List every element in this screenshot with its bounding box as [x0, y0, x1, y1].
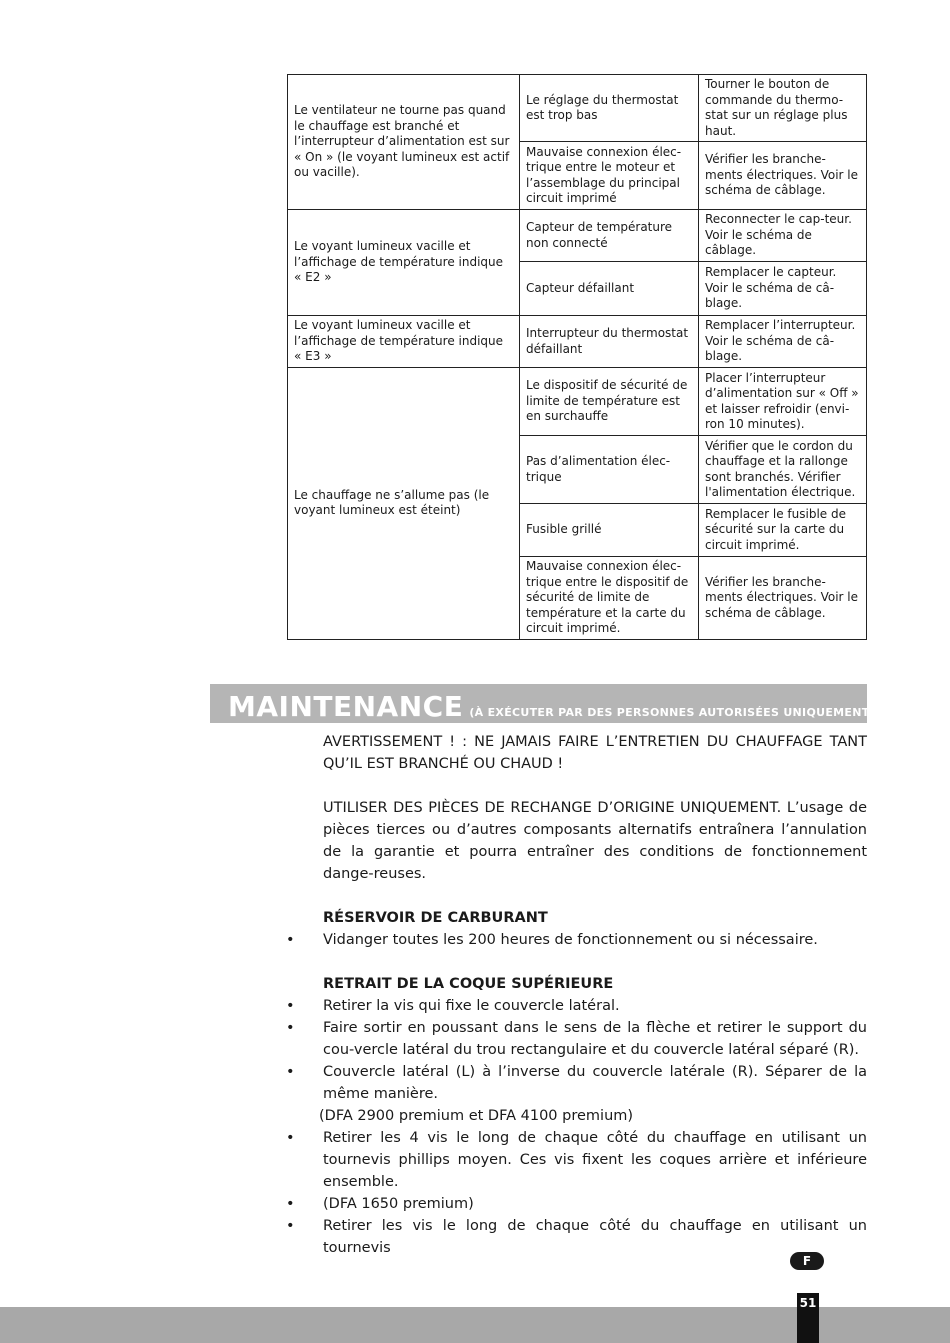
solution-cell: Vérifier que le cordon du chauffage et la rallonge sont branchés. Vérifier l'alimentation électrique. [699, 436, 867, 504]
cause-cell: Mauvaise connexion élec-trique entre le dispositif de sécurité de limite de température et la carte du circuit imprimé. [520, 557, 699, 640]
removal-bullet-text: Retirer la vis qui fixe le couvercle latéral. [323, 998, 620, 1014]
solution-cell: Vérifier les branche-ments électriques. Voir le schéma de câblage. [699, 557, 867, 640]
troubleshooting-table-body [288, 75, 867, 640]
solution-cell: Remplacer l’interrupteur. Voir le schéma de câ-blage. [699, 316, 867, 368]
removal-bullet-item [287, 1215, 867, 1259]
problem-cell: Le chauffage ne s’allume pas (le voyant lumineux est éteint) [288, 368, 520, 640]
removal-bullet-item [287, 1061, 867, 1105]
table-row [288, 210, 867, 262]
cause-cell: Le réglage du thermostat est trop bas [520, 75, 699, 142]
section-title [228, 690, 875, 723]
bullet-icon: • [286, 1218, 295, 1234]
fuel-tank-heading: RÉSERVOIR DE CARBURANT [323, 910, 548, 926]
fuel-tank-bullet-text: Vidanger toutes les 200 heures de fonctionnement ou si nécessaire. [323, 932, 818, 948]
solution-cell: Tourner le bouton de commande du thermo-stat sur un réglage plus haut. [699, 75, 867, 142]
removal-bullet-item [287, 1127, 867, 1193]
cause-cell: Pas d’alimentation élec-trique [520, 436, 699, 504]
removal-bullet-item [287, 1017, 867, 1061]
problem-cell: Le voyant lumineux vacille et l’affichage de température indique « E2 » [288, 210, 520, 316]
solution-cell: Remplacer le fusible de sécurité sur la carte du circuit imprimé. [699, 504, 867, 557]
cause-cell: Interrupteur du thermostat défaillant [520, 316, 699, 368]
bullet-icon: • [286, 1196, 295, 1212]
cause-cell: Fusible grillé [520, 504, 699, 557]
removal-bullet-text: Retirer les vis le long de chaque côté du chauffage en utilisant un tournevis [323, 1218, 867, 1256]
removal-bullet-item [287, 995, 867, 1017]
troubleshooting-table [287, 74, 867, 640]
table-row [288, 368, 867, 436]
removal-bullet-text: Retirer les 4 vis le long de chaque côté du chauffage en utilisant un tournevis phillips moyen. Ces vis fixent les coques arrière et inférieure ensemble. [323, 1130, 867, 1190]
problem-cell: Le ventilateur ne tourne pas quand le chauffage est branché et l’interrupteur d’alimentation est sur « On » (le voyant lumineux est actif ou vacille). [288, 75, 520, 210]
cause-cell: Capteur de température non connecté [520, 210, 699, 262]
solution-cell: Vérifier les branche-ments électriques. Voir le schéma de câblage. [699, 142, 867, 210]
section-title-text: MAINTENANCE [228, 690, 464, 723]
table-row [288, 75, 867, 142]
cause-cell: Mauvaise connexion élec-trique entre le moteur et l’assemblage du principal circuit imprimé [520, 142, 699, 210]
removal-heading: RETRAIT DE LA COQUE SUPÉRIEURE [323, 976, 614, 992]
maintenance-section-bar [210, 684, 875, 723]
removal-bullet-text: Couvercle latéral (L) à l’inverse du couvercle latérale (R). Séparer de la même manière. [323, 1064, 867, 1102]
solution-cell: Placer l’interrupteur d’alimentation sur « Off » et laisser refroidir (envi-ron 10 minutes). [699, 368, 867, 436]
solution-cell: Reconnecter le cap-teur. Voir le schéma de câblage. [699, 210, 867, 262]
removal-bullet-text: Faire sortir en poussant dans le sens de la flèche et retirer le support du cou-vercle latéral du trou rectangulaire et du couvercle latéral séparé (R). [323, 1020, 867, 1058]
removal-bullet-text: (DFA 1650 premium) [323, 1196, 474, 1212]
bullet-icon: • [286, 998, 295, 1014]
maintenance-body [287, 731, 867, 1259]
bullet-icon: • [286, 1130, 295, 1146]
cause-cell: Capteur défaillant [520, 262, 699, 316]
problem-cell: Le voyant lumineux vacille et l’affichage de température indique « E3 » [288, 316, 520, 368]
bullet-icon: • [286, 932, 295, 948]
models-note: (DFA 2900 premium et DFA 4100 premium) [319, 1108, 634, 1124]
bullet-icon: • [286, 1020, 295, 1036]
fuel-tank-bullet-item [287, 929, 867, 951]
section-subtitle: (À EXÉCUTER PAR DES PERSONNES AUTORISÉES UNIQUEMENT) [469, 706, 875, 719]
table-row [288, 316, 867, 368]
language-badge: F [790, 1252, 824, 1270]
bullet-icon: • [286, 1064, 295, 1080]
warning-paragraph: AVERTISSEMENT ! : NE JAMAIS FAIRE L’ENTRETIEN DU CHAUFFAGE TANT QU’IL EST BRANCHÉ OU CHAUD ! [323, 734, 867, 772]
solution-cell: Remplacer le capteur. Voir le schéma de câ-blage. [699, 262, 867, 316]
original-parts-paragraph: UTILISER DES PIÈCES DE RECHANGE D’ORIGINE UNIQUEMENT. L’usage de pièces tierces ou d’autres composants alternatifs entraînera l’annulation de la garantie et pourra entraîner des conditions de fonctionnement dange-reuses. [323, 800, 867, 882]
removal-bullet-item [287, 1193, 867, 1215]
page-number: 51 [797, 1293, 819, 1343]
cause-cell: Le dispositif de sécurité de limite de température est en surchauffe [520, 368, 699, 436]
